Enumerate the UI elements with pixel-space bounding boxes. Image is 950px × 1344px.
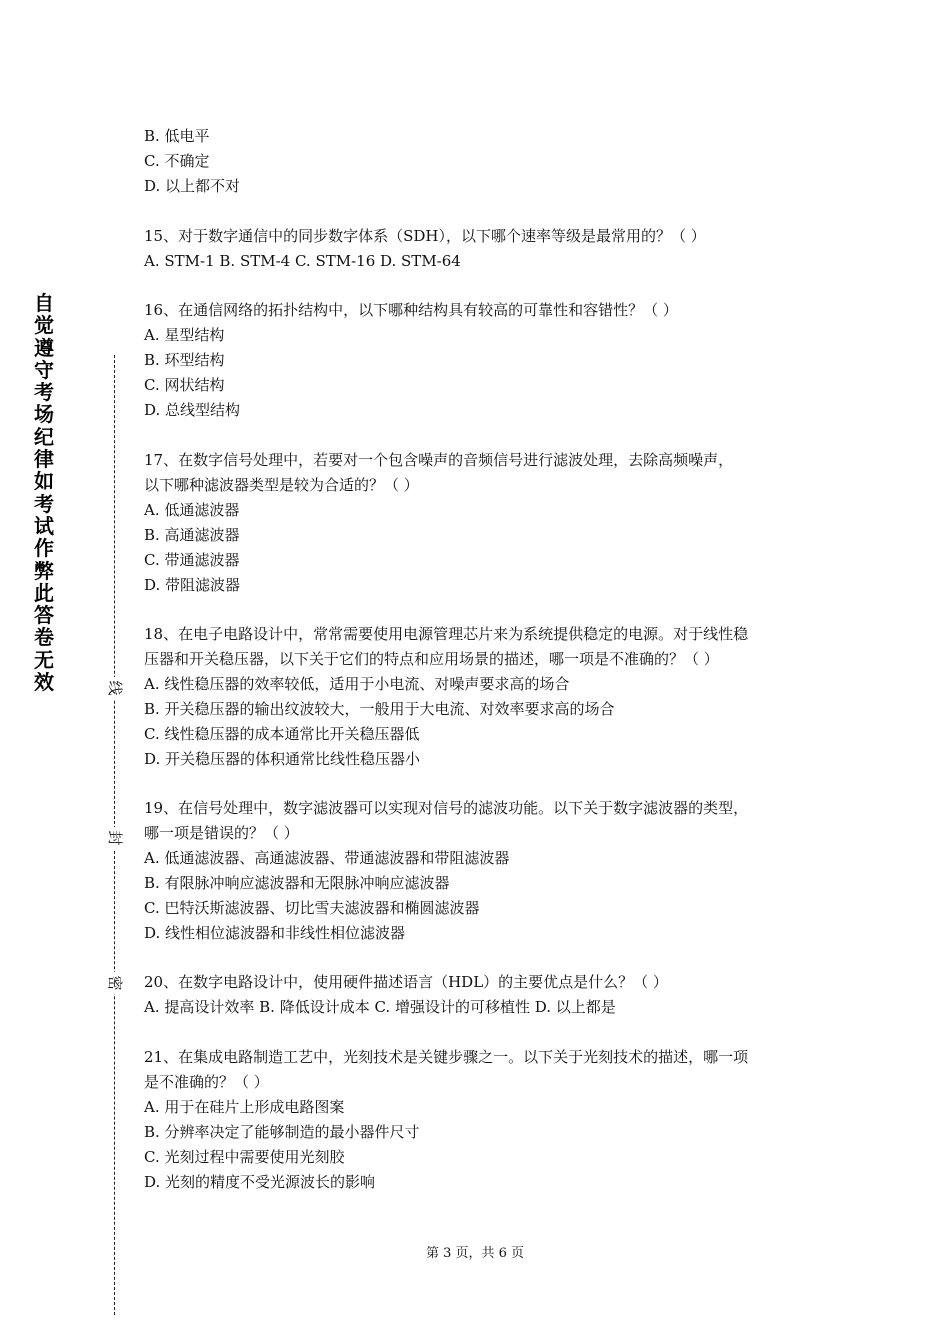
- exam-discipline-warning: [27, 292, 61, 693]
- warning-char: 无: [34, 647, 54, 672]
- question-stem: 21、在集成电路制造工艺中，光刻技术是关键步骤之一。以下关于光刻技术的描述，哪一项: [144, 1048, 749, 1066]
- option-line: A. 星型结构: [144, 326, 225, 344]
- warning-char: 守: [34, 357, 54, 382]
- option-line: A. 用于在硅片上形成电路图案: [144, 1098, 345, 1116]
- seal-label-secret: 密: [104, 972, 126, 994]
- warning-char: 觉: [34, 313, 54, 338]
- option-line: B. 高通滤波器: [144, 526, 240, 544]
- question-stem: 16、在通信网络的拓扑结构中，以下哪种结构具有较高的可靠性和容错性？（ ）: [144, 301, 678, 319]
- question-20: [144, 970, 824, 1020]
- warning-char: 考: [34, 491, 54, 516]
- question-18: [144, 622, 824, 772]
- warning-char: 自: [34, 291, 54, 315]
- question-stem: 15、对于数字通信中的同步数字体系（SDH），以下哪个速率等级是最常用的？（ ）: [144, 227, 706, 245]
- option-line: B. 有限脉冲响应滤波器和无限脉冲响应滤波器: [144, 874, 450, 892]
- option-line: C. 网状结构: [144, 376, 225, 394]
- question-17: [144, 448, 824, 598]
- question-19: [144, 796, 824, 946]
- seal-label-seal: 封: [104, 827, 126, 849]
- warning-char: 试: [34, 513, 54, 538]
- option-line: C. 不确定: [144, 152, 210, 170]
- question-stem: 是不准确的？（ ）: [144, 1073, 269, 1091]
- warning-char: 考: [34, 380, 54, 405]
- question-stem: 哪一项是错误的？（ ）: [144, 824, 299, 842]
- question-stem: 20、在数字电路设计中，使用硬件描述语言（HDL）的主要优点是什么？（ ）: [144, 973, 668, 991]
- question-stem: 19、在信号处理中，数字滤波器可以实现对信号的滤波功能。以下关于数字滤波器的类型，: [144, 799, 749, 817]
- option-line: B. 环型结构: [144, 351, 225, 369]
- warning-char: 遵: [34, 335, 54, 360]
- option-line: B. 分辨率决定了能够制造的最小器件尺寸: [144, 1123, 420, 1141]
- warning-char: 效: [34, 670, 54, 695]
- question-stem: 18、在电子电路设计中，常常需要使用电源管理芯片来为系统提供稳定的电源。对于线性稳: [144, 625, 749, 643]
- warning-char: 答: [34, 603, 54, 628]
- option-line: C. 带通滤波器: [144, 551, 240, 569]
- question-14-remaining-options: [144, 124, 824, 199]
- option-line: D. 总线型结构: [144, 401, 241, 419]
- question-stem: 压器和开关稳压器，以下关于它们的特点和应用场景的描述，哪一项是不准确的？（ ）: [144, 650, 719, 668]
- option-line: B. 低电平: [144, 127, 210, 145]
- warning-char: 场: [34, 402, 54, 427]
- warning-char: 律: [34, 447, 54, 472]
- option-line: A. 低通滤波器、高通滤波器、带通滤波器和带阻滤波器: [144, 849, 510, 867]
- warning-char: 此: [34, 580, 54, 605]
- warning-char: 如: [34, 469, 54, 494]
- option-line: D. 以上都不对: [144, 177, 241, 195]
- page-number: 第 3 页，共 6 页: [425, 1246, 525, 1261]
- question-stem: 17、在数字信号处理中，若要对一个包含噪声的音频信号进行滤波处理，去除高频噪声，: [144, 451, 734, 469]
- option-line: A. 线性稳压器的效率较低，适用于小电流、对噪声要求高的场合: [144, 675, 570, 693]
- question-15: [144, 224, 824, 274]
- option-line: D. 带阻滤波器: [144, 576, 241, 594]
- option-line: D. 开关稳压器的体积通常比线性稳压器小: [144, 750, 421, 768]
- question-21: [144, 1045, 824, 1195]
- warning-char: 卷: [34, 625, 54, 650]
- warning-char: 弊: [34, 558, 54, 583]
- question-16: [144, 298, 824, 423]
- option-line: A. STM-1 B. STM-4 C. STM-16 D. STM-64: [144, 252, 461, 270]
- option-line: D. 线性相位滤波器和非线性相位滤波器: [144, 924, 406, 942]
- option-line: D. 光刻的精度不受光源波长的影响: [144, 1173, 376, 1191]
- option-line: C. 巴特沃斯滤波器、切比雪夫滤波器和椭圆滤波器: [144, 899, 480, 917]
- option-line: C. 线性稳压器的成本通常比开关稳压器低: [144, 725, 420, 743]
- option-line: A. 低通滤波器: [144, 501, 240, 519]
- warning-char: 纪: [34, 424, 54, 449]
- question-stem: 以下哪种滤波器类型是较为合适的？（ ）: [144, 476, 419, 494]
- option-line: C. 光刻过程中需要使用光刻胶: [144, 1148, 345, 1166]
- option-line: B. 开关稳压器的输出纹波较大，一般用于大电流、对效率要求高的场合: [144, 700, 615, 718]
- seal-label-line: 线: [104, 677, 126, 699]
- warning-char: 作: [34, 536, 54, 561]
- option-line: A. 提高设计效率 B. 降低设计成本 C. 增强设计的可移植性 D. 以上都是: [144, 998, 616, 1016]
